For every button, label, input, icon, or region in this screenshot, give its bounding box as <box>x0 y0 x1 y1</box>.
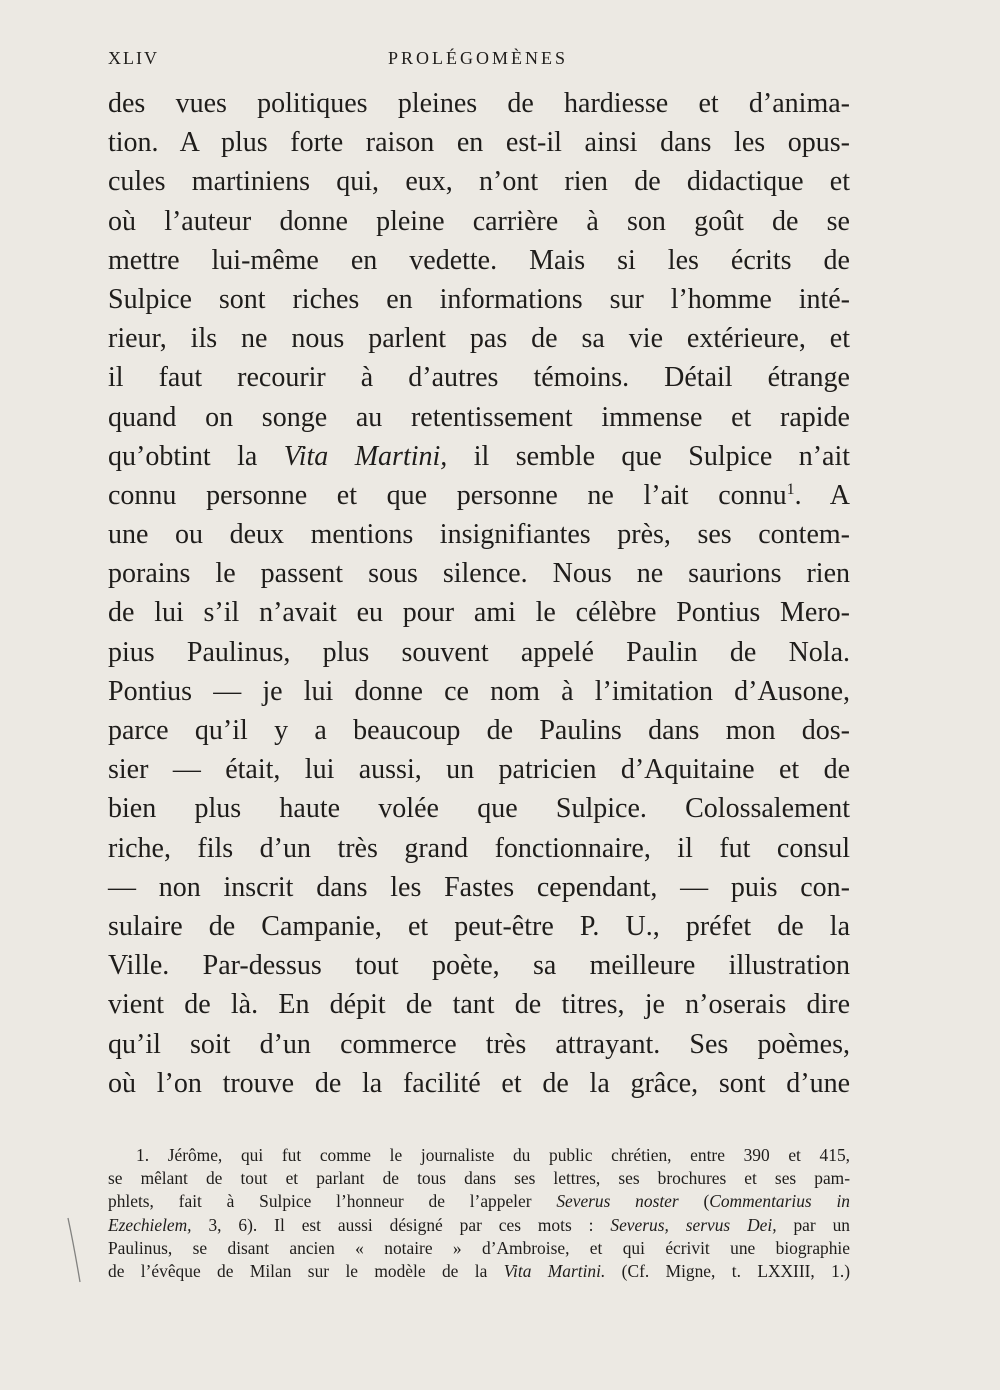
body-line: une ou deux mentions insignifiantes près, ses contem- <box>108 519 850 551</box>
footnote-line <box>108 1260 850 1283</box>
line-text: par un <box>776 1214 850 1235</box>
footnote-line: 1. Jérôme, qui fut comme le journaliste du public chrétien, entre 390 et 415, <box>136 1145 850 1165</box>
body-line: mettre lui-même en vedette. Mais si les écrits de <box>108 244 850 276</box>
line-text: ( <box>678 1191 710 1212</box>
footnote-line <box>108 1214 850 1237</box>
body-line: où l’auteur donne pleine carrière à son goût de se <box>108 205 850 237</box>
body-line: cules martiniens qui, eux, n’ont rien de didactique et <box>108 166 850 198</box>
line-text: il semble que Sulpice n’ait <box>447 440 850 472</box>
italic-quote: Severus, servus Dei, <box>610 1214 777 1235</box>
italic-title: Ezechielem, <box>108 1214 192 1235</box>
body-line: riche, fils d’un très grand fonctionnaire, il fut consul <box>108 832 850 864</box>
body-line: quand on songe au retentissement immense et rapide <box>108 401 850 433</box>
page-number: XLIV <box>108 48 159 68</box>
body-line: parce qu’il y a beaucoup de Paulins dans mon dos- <box>108 715 850 746</box>
page-header <box>108 48 848 72</box>
body-line: Sulpice sont riches en informations sur l’homme inté- <box>108 283 850 315</box>
body-line: tion. A plus forte raison en est-il ainsi dans les opus- <box>108 127 850 159</box>
italic-title: Severus noster <box>556 1191 679 1212</box>
body-line: où l’on trouve de la facilité et de la grâce, sont d’une <box>108 1067 850 1099</box>
body-line: — non inscrit dans les Fastes cependant, — puis con- <box>108 871 850 903</box>
body-line: sulaire de Campanie, et peut-être P. U., préfet de la <box>108 910 850 942</box>
body-line: rieur, ils ne nous parlent pas de sa vie extérieure, et <box>108 323 850 355</box>
footnote <box>108 1144 850 1283</box>
body-line: il faut recourir à d’autres témoins. Détail étrange <box>108 362 850 394</box>
body-line: sier — était, lui aussi, un patricien d’Aquitaine et de <box>108 754 850 786</box>
footnote-line: Paulinus, se disant ancien « notaire » d’Ambroise, et qui écrivit une biographie <box>108 1237 850 1258</box>
italic-title: Vita Martini. <box>503 1260 606 1281</box>
body-line: pius Paulinus, plus souvent appelé Paulin de Nola. <box>108 636 850 668</box>
footnote-marker: 1 <box>786 480 795 498</box>
body-text <box>108 84 850 1103</box>
margin-pencil-mark <box>66 1216 84 1286</box>
italic-title: Commentarius in <box>709 1191 851 1212</box>
line-text: qu’obtint la <box>108 440 284 472</box>
running-title: PROLÉGOMÈNES <box>387 48 568 68</box>
footnote-line: se mêlant de tout et parlant de tous dans ses lettres, ses brochures et ses pam- <box>108 1168 850 1189</box>
line-text: . A <box>794 479 850 511</box>
body-line: Pontius — je lui donne ce nom à l’imitation d’Ausone, <box>108 675 850 707</box>
line-text: phlets, fait à Sulpice l’honneur de l’appeler <box>108 1191 557 1212</box>
body-line <box>108 437 850 476</box>
body-line: qu’il soit d’un commerce très attrayant. Ses poèmes, <box>108 1028 850 1060</box>
body-line: Ville. Par-dessus tout poète, sa meilleure illustration <box>108 950 850 982</box>
body-line <box>108 476 850 515</box>
footnote-line <box>108 1190 850 1213</box>
line-text: de l’évêque de Milan sur le modèle de la <box>108 1260 504 1281</box>
body-line: des vues politiques pleines de hardiesse et d’anima- <box>108 88 850 119</box>
italic-title: Vita Martini, <box>283 440 448 472</box>
line-text: (Cf. Migne, t. LXXIII, 1.) <box>605 1260 851 1281</box>
line-text: 3, 6). Il est aussi désigné par ces mots : <box>191 1214 611 1235</box>
body-line: de lui s’il n’avait eu pour ami le célèbre Pontius Mero- <box>108 597 850 629</box>
line-text: connu personne et que personne ne l’ait connu <box>108 479 787 511</box>
body-line: vient de là. En dépit de tant de titres, je n’oserais dire <box>108 989 850 1021</box>
body-line: porains le passent sous silence. Nous ne saurions rien <box>108 558 850 590</box>
body-line: bien plus haute volée que Sulpice. Colossalement <box>108 793 850 825</box>
